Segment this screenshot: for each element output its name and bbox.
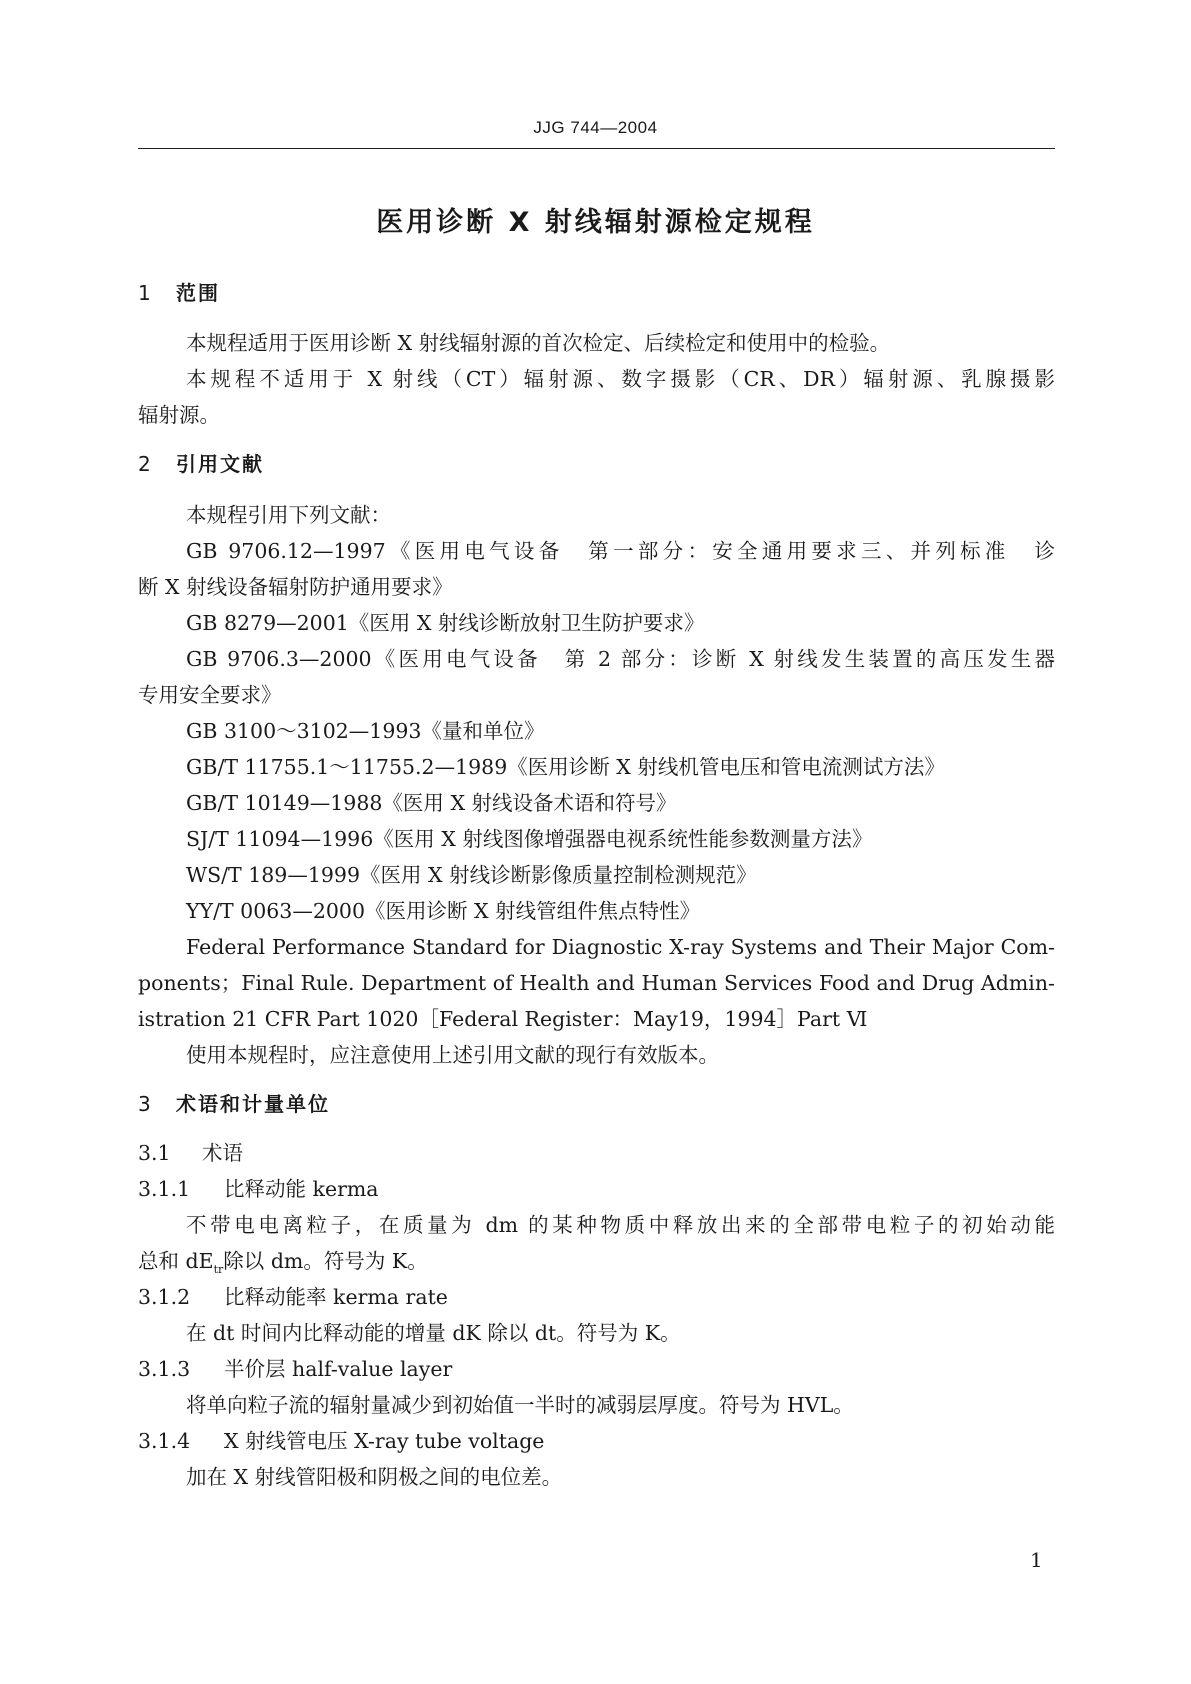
reference-line: GB 9706.12—1997《医用电气设备 第一部分：安全通用要求三、并列标准 诊 [186,539,1055,563]
section-2-heading [138,448,264,477]
document-title: 医用诊断 X 射线辐射源检定规程 [376,207,815,238]
reference-line: GB 3100～3102—1993《量和单位》 [186,719,545,743]
reference-line: istration 21 CFR Part 1020［Federal Register：May19，1994］Part Ⅵ [138,1007,868,1031]
term-title: 比释动能率 kerma rate [224,1285,448,1309]
reference-line: GB/T 11755.1～11755.2—1989《医用诊断 X 射线机管电压和管电流测试方法》 [186,755,945,779]
term-3-1-3 [138,1351,452,1387]
definition: 加在 X 射线管阳极和阴极之间的电位差。 [186,1465,563,1489]
reference-line: Federal Performance Standard for Diagnostic X-ray Systems and Their Major Com- [186,935,1055,959]
term-3-1-1 [138,1171,379,1207]
term-number: 3.1.4 [138,1429,191,1453]
definition: 不带电电离粒子，在质量为 dm 的某种物质中释放出来的全部带电粒子的初始动能 [186,1213,1055,1237]
definition-text: 除以 dm。符号为 K。 [223,1249,428,1273]
section-3-heading [138,1088,330,1117]
page-number: 1 [1030,1548,1043,1572]
term-number: 3.1.3 [138,1357,191,1381]
reference-line: 使用本规程时，应注意使用上述引用文献的现行有效版本。 [186,1043,719,1067]
paragraph: 本规程适用于医用诊断 X 射线辐射源的首次检定、后续检定和使用中的检验。 [186,331,891,355]
section-title: 范围 [176,281,220,305]
term-3-1-4 [138,1423,544,1459]
reference-line: GB 8279—2001《医用 X 射线诊断放射卫生防护要求》 [186,611,705,635]
document-code-header: JJG 744—2004 [533,118,658,137]
reference-line: GB 9706.3—2000《医用电气设备 第 2 部分：诊断 X 射线发生装置的高压发生器 [186,647,1055,671]
reference-line: GB/T 10149—1988《医用 X 射线设备术语和符号》 [186,791,677,815]
definition: 在 dt 时间内比释动能的增量 dK 除以 dt。符号为 K。 [186,1321,681,1345]
reference-line: WS/T 189—1999《医用 X 射线诊断影像质量控制检测规范》 [186,863,757,887]
term-number: 3.1.2 [138,1285,191,1309]
reference-line: ponents；Final Rule. Department of Health and Human Services Food and Drug Admin- [138,971,1055,995]
section-1-heading [138,277,220,306]
paragraph: 辐射源。 [138,403,220,427]
paragraph: 本规程不适用于 X 射线（CT）辐射源、数字摄影（CR、DR）辐射源、乳腺摄影 [186,367,1055,391]
header-rule [138,148,1055,149]
term-title: 半价层 half-value layer [224,1357,453,1381]
section-number: 1 [138,281,153,305]
reference-line: YY/T 0063—2000《医用诊断 X 射线管组件焦点特性》 [186,899,701,923]
term-title: 比释动能 kerma [224,1177,379,1201]
section-number: 3 [138,1092,153,1116]
term-title: X 射线管电压 X-ray tube voltage [224,1429,545,1453]
section-title: 引用文献 [176,452,264,476]
term-3-1-2 [138,1279,448,1315]
definition: 将单向粒子流的辐射量减少到初始值一半时的减弱层厚度。符号为 HVL。 [186,1393,854,1417]
term-number: 3.1.1 [138,1177,191,1201]
subscript: tr [213,1263,224,1277]
subsection-number: 3.1 [138,1141,171,1165]
reference-line: 本规程引用下列文献： [186,503,391,527]
subsection-3-1 [138,1135,243,1171]
reference-line: 断 X 射线设备辐射防护通用要求》 [138,575,453,599]
section-number: 2 [138,452,153,476]
definition-text: 总和 dE [138,1249,214,1273]
subsection-title: 术语 [202,1141,243,1165]
section-title: 术语和计量单位 [176,1092,330,1116]
reference-line: SJ/T 11094—1996《医用 X 射线图像增强器电视系统性能参数测量方法》 [186,827,873,851]
reference-line: 专用安全要求》 [138,683,282,707]
